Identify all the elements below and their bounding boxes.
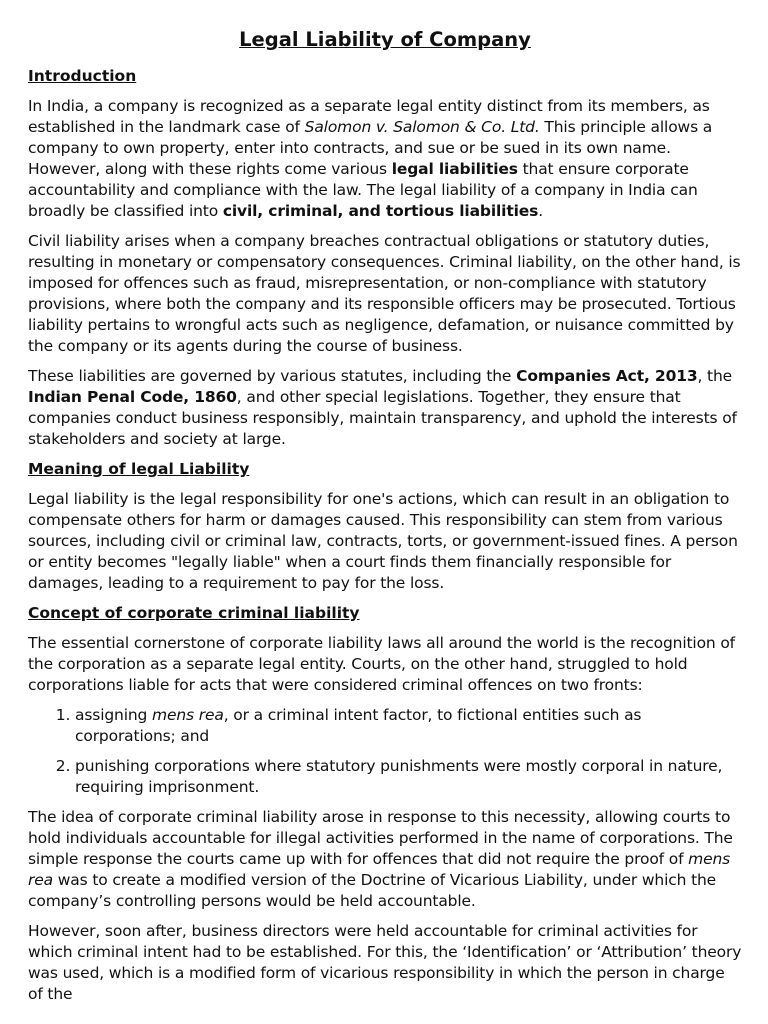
bold-term: Indian Penal Code, 1860 <box>28 388 237 406</box>
heading-meaning: Meaning of legal Liability <box>28 460 250 478</box>
text-run: , the <box>697 367 733 385</box>
document-title: Legal Liability of Company <box>239 28 531 51</box>
text-run: . <box>538 202 543 220</box>
text-run: , or a criminal intent factor, to fictional entities such as corporations; and <box>75 706 642 745</box>
text-run: , and other special legislations. Together, they ensure that companies conduct business responsibly, maintain transparency, and uphold the interests of stakeholders and society at large. <box>28 388 737 448</box>
heading-introduction: Introduction <box>28 67 137 85</box>
italic-term: mens rea <box>28 850 731 889</box>
intro-paragraph-3 <box>28 366 742 450</box>
text-run: In India, a company is recognized as a separate legal entity distinct from its members, as established in the landmark case of <box>28 97 710 136</box>
meaning-paragraph: Legal liability is the legal responsibility for one's actions, which can result in an obligation to compensate others for harm or damages caused. This responsibility can stem from various sources, including civil or criminal law, contracts, torts, or government-issued fines. A person or entity becomes "legally liable" when a court finds them financially responsible for damages, leading to a requirement to pay for the loss. <box>28 490 738 592</box>
concept-paragraph-1: The essential cornerstone of corporate liability laws all around the world is the recognition of the corporation as a separate legal entity. Courts, on the other hand, struggled to hold corporations liable for acts that were considered criminal offences on two fronts: <box>28 634 735 694</box>
text-run: This principle allows a company to own property, enter into contracts, and sue or be sued in its own name. However, along with these rights come various <box>28 118 713 178</box>
numbered-list <box>28 705 742 798</box>
text-run: These liabilities are governed by various statutes, including the <box>28 367 517 385</box>
text-run: The idea of corporate criminal liability arose in response to this necessity, allowing courts to hold individuals accountable for illegal activities performed in the name of corporations. The simple response the courts came up with for offences that did not require the proof of <box>28 808 733 868</box>
list-item <box>75 705 742 747</box>
text-run: assigning <box>75 706 153 724</box>
concept-paragraph-3: However, soon after, business directors were held accountable for criminal activities for which criminal intent had to be established. For this, the ‘Identification’ or ‘Attribution’ theory was used, which is a modified form of vicarious responsibility in which the person in charge of the <box>28 922 742 1003</box>
list-item: 2. punishing corporations where statutory punishments were mostly corporal in nature, requiring imprisonment. <box>75 756 742 798</box>
intro-paragraph-1 <box>28 96 742 222</box>
heading-concept: Concept of corporate criminal liability <box>28 604 360 622</box>
intro-paragraph-2: Civil liability arises when a company breaches contractual obligations or statutory duties, resulting in monetary or compensatory consequences. Criminal liability, on the other hand, is imposed for offences such as fraud, misrepresentation, or non-compliance with statutory provisions, where both the company and its responsible officers may be prosecuted. Tortious liability pertains to wrongful acts such as negligence, defamation, or nuisance committed by the company or its agents during the course of business. <box>28 232 741 355</box>
concept-paragraph-2 <box>28 807 742 912</box>
bold-term: civil, criminal, and tortious liabilities <box>222 202 539 220</box>
bold-term: Companies Act, 2013 <box>516 367 698 385</box>
case-name: Salomon v. Salomon & Co. Ltd. <box>304 118 540 136</box>
italic-term: mens rea <box>152 706 224 724</box>
text-run: was to create a modified version of the Doctrine of Vicarious Liability, under which the company’s controlling persons would be held accountable. <box>28 871 717 910</box>
text-run: that ensure corporate accountability and compliance with the law. The legal liability of a company in India can broadly be classified into <box>28 160 698 220</box>
bold-term: legal liabilities <box>391 160 518 178</box>
